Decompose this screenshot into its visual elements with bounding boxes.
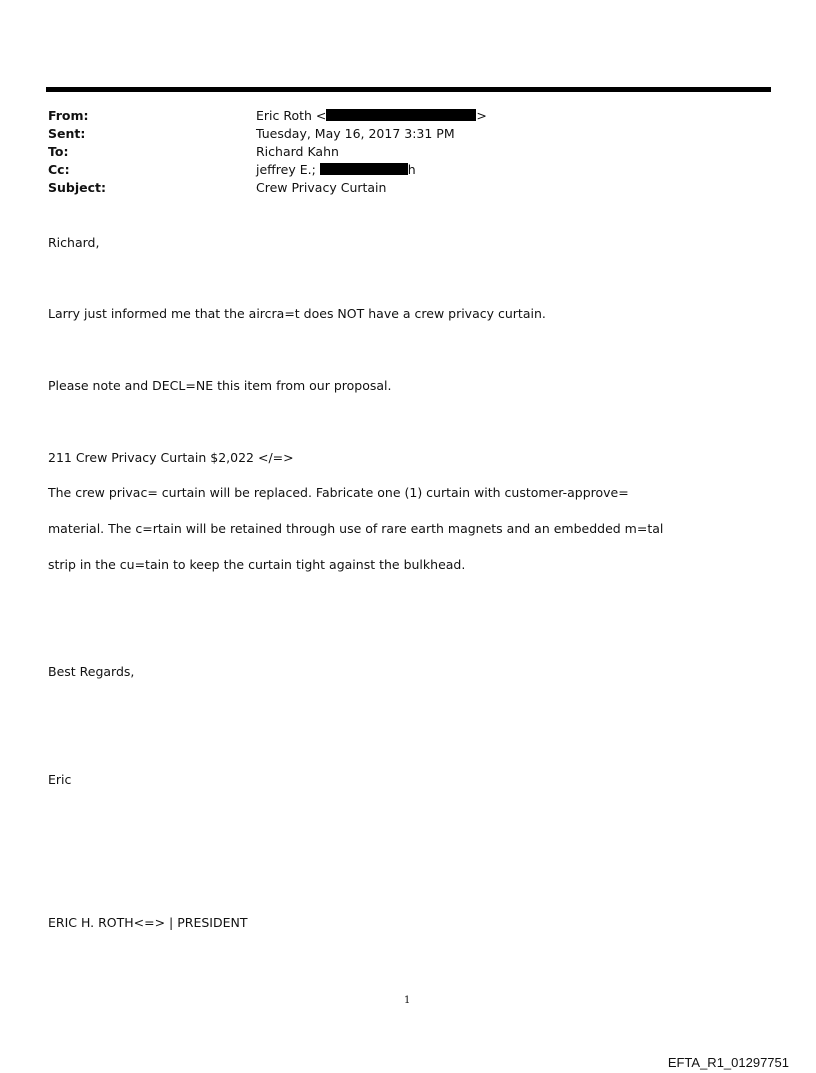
subject-value: Crew Privacy Curtain — [256, 180, 387, 195]
to-value: Richard Kahn — [256, 144, 339, 159]
cc-name: jeffrey E.; — [256, 162, 316, 177]
sent-value: Tuesday, May 16, 2017 3:31 PM — [256, 126, 455, 141]
document-id: EFTA_R1_01297751 — [667, 1055, 789, 1070]
page-number: 1 — [404, 995, 411, 1006]
email-closing: Best Regards, — [48, 664, 135, 679]
cc-label: Cc: — [48, 162, 70, 177]
email-body-line: The crew privac= curtain will be replaced. Fabricate one (1) curtain with customer-approve= — [48, 485, 629, 500]
email-greeting: Richard, — [48, 235, 100, 250]
from-value — [256, 107, 487, 125]
sent-row — [48, 125, 748, 143]
header-divider-rule — [46, 87, 771, 92]
cc-email-end: h — [407, 162, 416, 177]
to-label: To: — [48, 144, 69, 159]
email-body-line: strip in the cu=tain to keep the curtain tight against the bulkhead. — [48, 557, 466, 572]
signature-name: Eric — [48, 772, 72, 787]
sent-label: Sent: — [48, 126, 86, 141]
redacted-email — [326, 109, 476, 121]
to-row — [48, 143, 748, 161]
email-body-line: material. The c=rtain will be retained through use of rare earth magnets and an embedded m=tal — [48, 521, 664, 536]
email-body-line: Please note and DECL=NE this item from our proposal. — [48, 378, 392, 393]
subject-label: Subject: — [48, 180, 106, 195]
cc-row — [48, 161, 748, 179]
email-body-line: Larry just informed me that the aircra=t does NOT have a crew privacy curtain. — [48, 306, 546, 321]
from-email-end: > — [476, 108, 487, 123]
subject-row — [48, 179, 748, 197]
cc-value — [256, 161, 416, 179]
from-row — [48, 107, 748, 125]
from-name: Eric Roth < — [256, 108, 327, 123]
redacted-cc-email — [320, 163, 408, 175]
email-body-line: 211 Crew Privacy Curtain $2,022 </=> — [48, 450, 294, 465]
signature-title: ERIC H. ROTH<=> | PRESIDENT — [48, 915, 248, 930]
from-label: From: — [48, 108, 89, 123]
